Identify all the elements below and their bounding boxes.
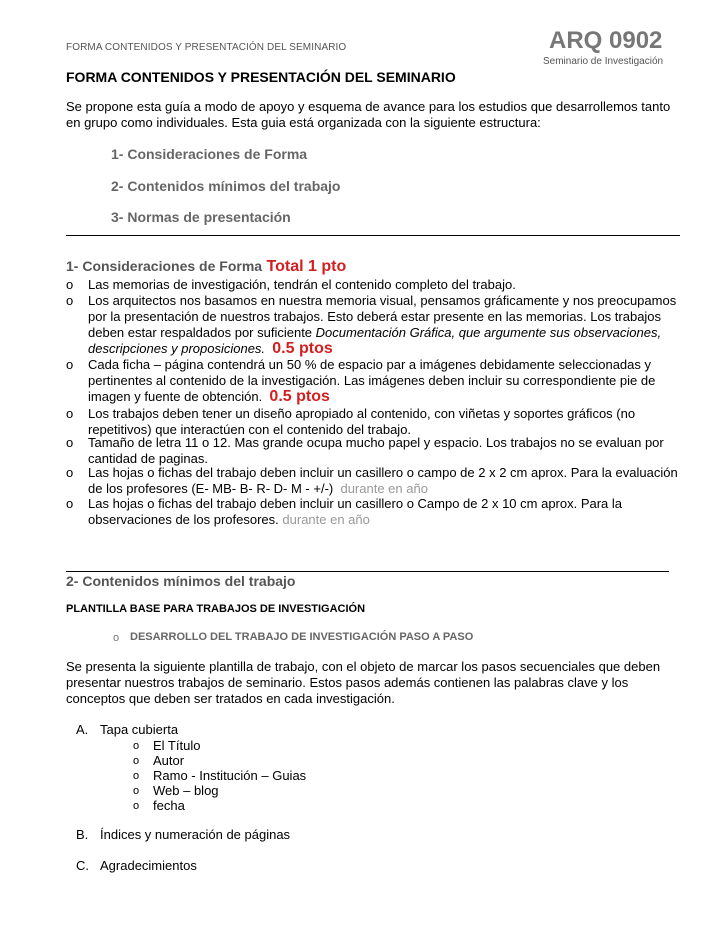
bullet-marker: o	[133, 785, 140, 797]
list-item-B: Índices y numeración de páginas	[100, 827, 291, 842]
section1-title: 1- Consideraciones de Forma	[66, 258, 263, 274]
bullet-text-part: Los arquitectos nos basamos en nuestra memoria visual, pensamos gráficamente y nos preocupamos por la presentación de nuestros trabajos. Esto deberá estar presente en las memorias. Los trabajos deben estar respaldados por suficiente	[88, 293, 677, 340]
bullet-marker: o	[66, 406, 74, 421]
section1-heading	[66, 258, 686, 276]
bullet-marker: o	[133, 800, 140, 812]
running-header: FORMA CONTENIDOS Y PRESENTACIÓN DEL SEMINARIO	[66, 42, 347, 53]
list-letter: B.	[76, 827, 89, 842]
list-item	[0, 293, 728, 357]
bullet-text	[88, 293, 683, 357]
plantilla-heading: PLANTILLA BASE PARA TRABAJOS DE INVESTIGACIÓN	[66, 603, 366, 615]
section2-title: 2- Contenidos mínimos del trabajo	[66, 573, 296, 589]
bullet-marker: o	[133, 740, 140, 752]
bullet-text: Tamaño de letra 11 o 12. Mas grande ocupa mucho papel y espacio. Los trabajos no se evaluan por cantidad de paginas.	[88, 435, 664, 466]
list-letter: A.	[76, 722, 89, 737]
divider	[66, 235, 680, 236]
list-item	[0, 465, 728, 497]
intro-paragraph: Se propone esta guía a modo de apoyo y esquema de avance para los estudios que desarrollemos tanto en grupo como individuales. Esta guia está organizada con la siguiente estructura:	[66, 99, 671, 130]
bullet-italic-text: Documentación Gráfica, que argumente sus observaciones, descripciones y proposiciones.	[88, 325, 662, 356]
sub-item: fecha	[153, 798, 185, 813]
toc-item-1: 1- Consideraciones de Forma	[111, 146, 308, 162]
page-title: FORMA CONTENIDOS Y PRESENTACIÓN DEL SEMINARIO	[66, 69, 456, 85]
list-item-C: Agradecimientos	[100, 858, 197, 873]
bullet-marker: o	[133, 755, 140, 767]
desarrollo-heading: DESARROLLO DEL TRABAJO DE INVESTIGACIÓN PASO A PASO	[130, 631, 474, 643]
section2-paragraph: Se presenta la siguiente plantilla de trabajo, con el objeto de marcar los pasos secuenciales que deben presentar nuestros trabajos de seminario. Estos pasos además contienen las palabras clave y los conceptos que deben ser tratados en cada investigación.	[66, 659, 661, 706]
bullet-text	[88, 496, 683, 528]
sub-item: Web – blog	[153, 783, 219, 798]
points-label: 0.5 ptos	[272, 340, 333, 357]
list-item	[0, 357, 728, 405]
bullet-marker: o	[113, 632, 120, 644]
sub-item: Autor	[153, 753, 185, 768]
list-item-A: Tapa cubierta	[100, 722, 179, 737]
divider	[66, 571, 669, 572]
bullet-marker: o	[66, 277, 74, 292]
bullet-text-part: Las hojas o fichas del trabajo deben incluir un casillero o campo de 2 x 2 cm aprox. Para la evaluación de los profesores (E- MB- B- R- D- M - +/-)	[88, 465, 678, 496]
bullet-text: Los trabajos deben tener un diseño apropiado al contenido, con viñetas y soportes gráficos (no repetitivos) que interactúen con el contenido del trabajo.	[88, 406, 636, 437]
bullet-text	[88, 465, 683, 497]
toc-item-2: 2- Contenidos mínimos del trabajo	[111, 178, 341, 194]
note-text: durante en año	[340, 481, 428, 496]
bullet-text-part: Cada ficha – página contendrá un 50 % de espacio par a imágenes debidamente seleccionadas y pertinentes al contenido de la investigación. Las imágenes deben incluir su correspondiente pie de imagen y fuente de obtención.	[88, 357, 656, 404]
bullet-text-part: Las hojas o fichas del trabajo deben incluir un casillero o Campo de 2 x 10 cm aprox. Para la observaciones de los profesores.	[88, 496, 623, 527]
bullet-marker: o	[66, 357, 74, 372]
list-item	[0, 435, 728, 467]
sub-item: Ramo - Institución – Guias	[153, 768, 307, 783]
course-code: ARQ 0902	[549, 27, 663, 54]
list-item	[0, 496, 728, 528]
bullet-marker: o	[66, 496, 74, 511]
bullet-text	[88, 357, 683, 405]
list-letter: C.	[76, 858, 89, 873]
sub-item: El Título	[153, 738, 201, 753]
section1-total: Total 1 pto	[266, 258, 347, 275]
points-label: 0.5 ptos	[269, 388, 330, 405]
bullet-marker: o	[66, 293, 74, 308]
note-text: durante en año	[282, 512, 370, 527]
bullet-marker: o	[133, 770, 140, 782]
bullet-text: Las memorias de investigación, tendrán el contenido completo del trabajo.	[88, 277, 516, 292]
bullet-marker: o	[66, 435, 74, 450]
bullet-marker: o	[66, 465, 74, 480]
course-subtitle: Seminario de Investigación	[543, 56, 664, 67]
list-item	[0, 406, 728, 438]
toc-item-3: 3- Normas de presentación	[111, 209, 291, 225]
